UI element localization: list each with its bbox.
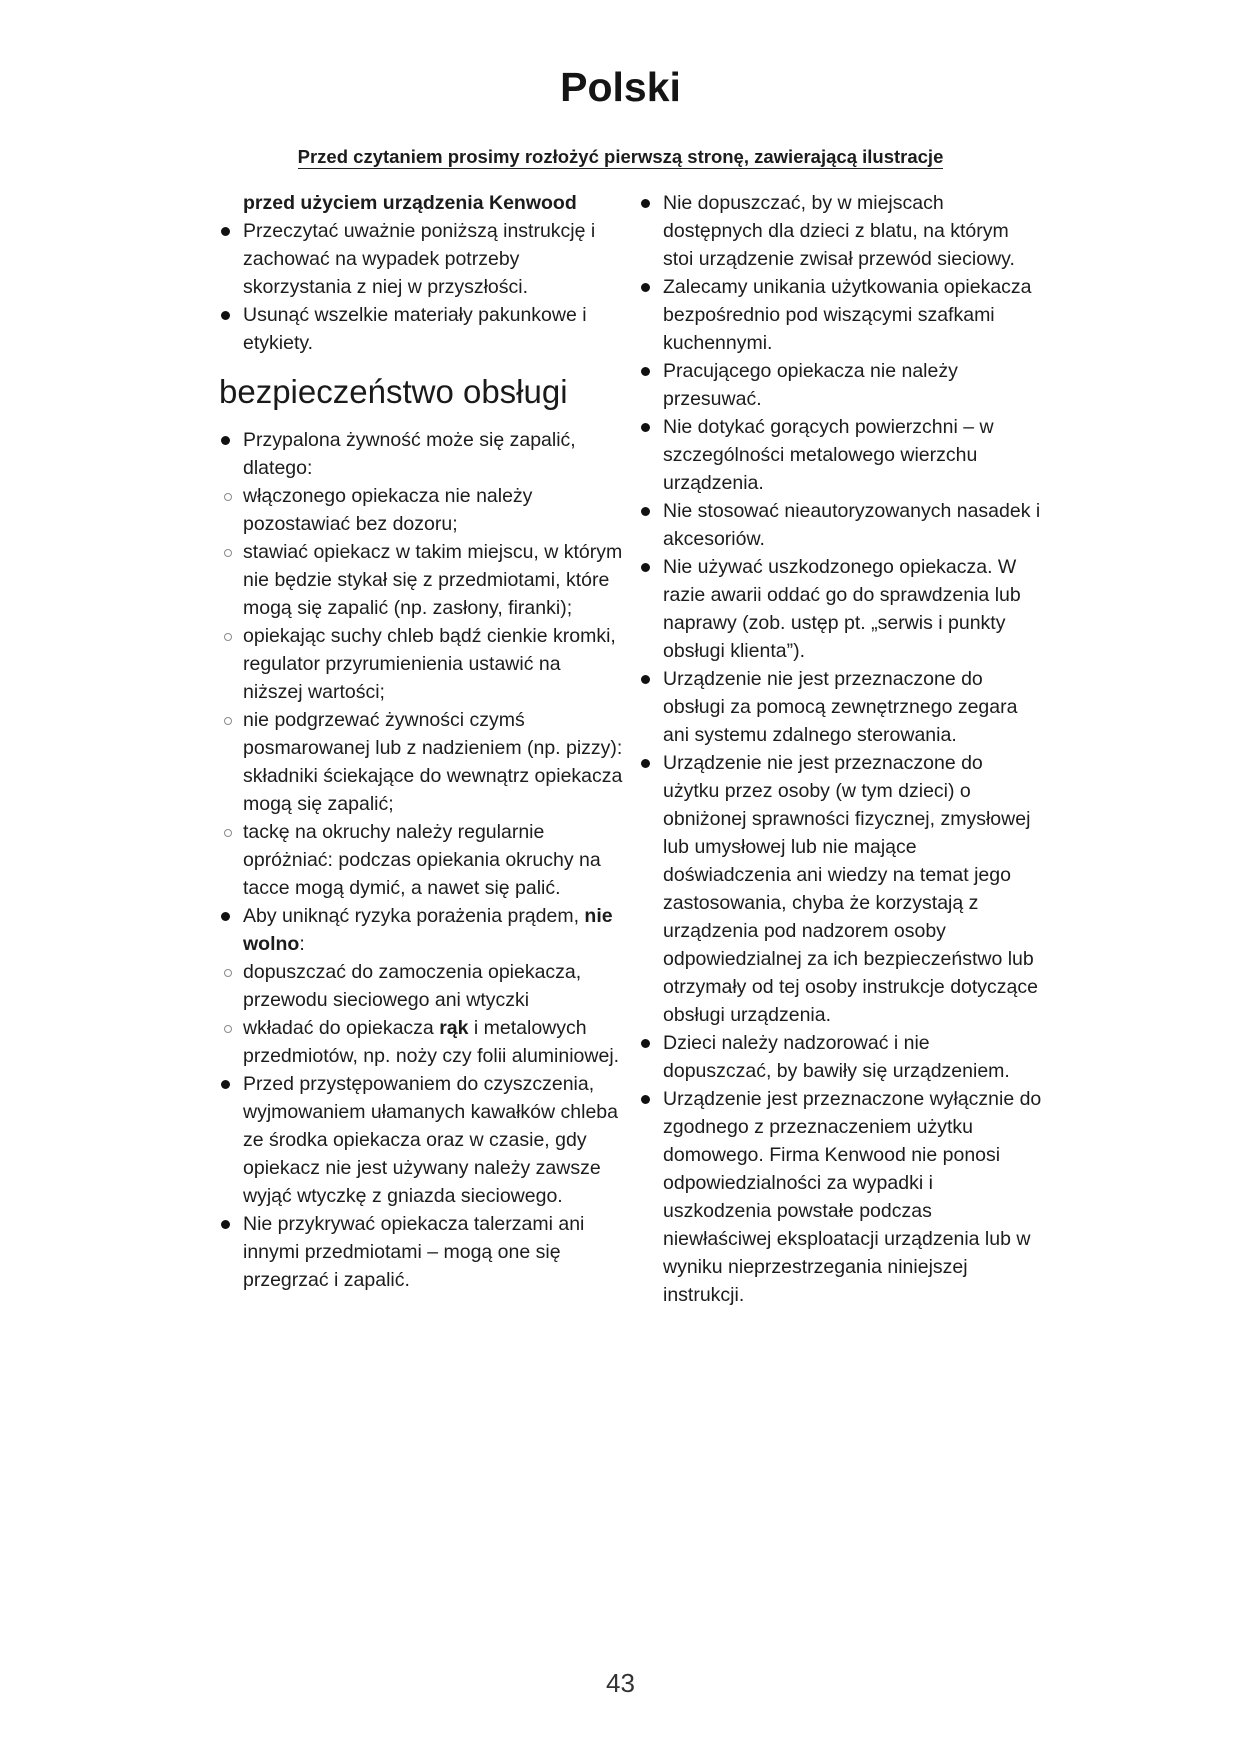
list-item: Nie używać uszkodzonego opiekacza. W razie awarii oddać go do sprawdzenia lub naprawy (zob. ustęp pt. „serwis i punkty obsługi klienta”).: [663, 553, 1043, 665]
list-item: Dzieci należy nadzorować i nie dopuszczać, by bawiły się urządzeniem.: [663, 1029, 1043, 1085]
list-item: Nie stosować nieautoryzowanych nasadek i akcesoriów.: [663, 497, 1043, 553]
text-run: Aby uniknąć ryzyka porażenia prądem,: [243, 905, 585, 927]
list-item: Pracującego opiekacza nie należy przesuwać.: [663, 357, 1043, 413]
list-item: Urządzenie nie jest przeznaczone do użytku przez osoby (w tym dzieci) o obniżonej sprawności fizycznej, zmysłowej lub umysłowej lub nie mające doświadczenia ani wiedzy na temat jego zastosowania, chyba że korzystają z urządzenia pod nadzorem osoby odpowiedzialnej za ich bezpieczeństwo lub otrzymały od tej osoby instrukcje dotyczące obsługi urządzenia.: [663, 749, 1043, 1029]
page-number: 43: [606, 1668, 635, 1698]
text-run: wkładać do opiekacza: [243, 1017, 440, 1039]
right-column: [663, 189, 1043, 1309]
sub-list-item: nie podgrzewać żywności czymś posmarowanej lub z nadzieniem (np. pizzy): składniki ściekające do wewnątrz opiekacza mogą się zapalić;: [243, 706, 623, 818]
sub-list-item: stawiać opiekacz w takim miejscu, w którym nie będzie stykał się z przedmiotami, które mogą się zapalić (np. zasłony, firanki);: [243, 538, 623, 622]
section-heading: bezpieczeństwo obsługi: [219, 373, 568, 410]
list-item: Przeczytać uważnie poniższą instrukcję i zachować na wypadek potrzeby skorzystania z niej w przyszłości.: [243, 217, 623, 301]
list-item: Zalecamy unikania użytkowania opiekacza bezpośrednio pod wiszącymi szafkami kuchennymi.: [663, 273, 1043, 357]
sub-list-item: opiekając suchy chleb bądź cienkie kromki, regulator przyrumienienia ustawić na niższej wartości;: [243, 622, 623, 706]
sub-list-item: włączonego opiekacza nie należy pozostawiać bez dozoru;: [243, 482, 623, 538]
list-item: Nie przykrywać opiekacza talerzami ani innymi przedmiotami – mogą one się przegrzać i zapalić.: [243, 1210, 623, 1294]
list-item: Urządzenie jest przeznaczone wyłącznie do zgodnego z przeznaczeniem użytku domowego. Firma Kenwood nie ponosi odpowiedzialności za wypadki i uszkodzenia powstałe podczas niewłaściwej eksploatacji urządzenia lub w wyniku nieprzestrzegania niniejszej instrukcji.: [663, 1085, 1043, 1309]
sub-list-item: tackę na okruchy należy regularnie opróżniać: podczas opiekania okruchy na tacce mogą dymić, a nawet się palić.: [243, 818, 623, 902]
subtitle-text: Przed czytaniem prosimy rozłożyć pierwszą stronę, zawierającą ilustracje: [297, 146, 944, 167]
list-item: Urządzenie nie jest przeznaczone do obsługi za pomocą zewnętrznego zegara ani systemu zdalnego sterowania.: [663, 665, 1043, 749]
emphasis: rąk: [439, 1017, 469, 1039]
sub-list-item: [243, 1014, 623, 1070]
list-item: Przypalona żywność może się zapalić, dlatego:: [243, 426, 623, 482]
intro-heading: przed użyciem urządzenia Kenwood: [243, 192, 577, 214]
list-item: Usunąć wszelkie materiały pakunkowe i etykiety.: [243, 301, 623, 357]
emphasis: nie wolno: [243, 905, 613, 955]
list-item: Nie dopuszczać, by w miejscach dostępnych dla dzieci z blatu, na którym stoi urządzenie zwisał przewód sieciowy.: [663, 189, 1043, 273]
left-column: [219, 189, 623, 1294]
page-title: Polski: [560, 64, 681, 110]
list-item: Nie dotykać gorących powierzchni – w szczególności metalowego wierzchu urządzenia.: [663, 413, 1043, 497]
page-subtitle: [0, 146, 1241, 168]
sub-list-item: dopuszczać do zamoczenia opiekacza, przewodu sieciowego ani wtyczki: [243, 958, 623, 1014]
list-item: [243, 902, 623, 958]
text-run: i metalowych przedmiotów, np. noży czy folii aluminiowej.: [243, 1017, 620, 1067]
text-run: :: [299, 933, 305, 955]
list-item: Przed przystępowaniem do czyszczenia, wyjmowaniem ułamanych kawałków chleba ze środka opiekacza oraz w czasie, gdy opiekacz nie jest używany należy zawsze wyjąć wtyczkę z gniazda sieciowego.: [243, 1070, 623, 1210]
